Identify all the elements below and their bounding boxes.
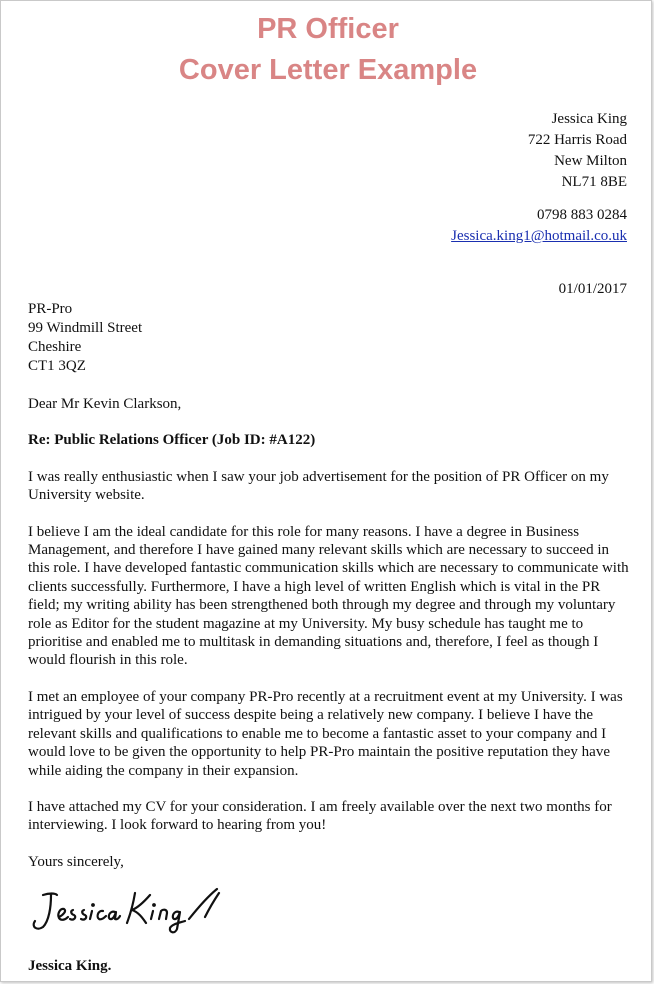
title-line-2: Cover Letter Example xyxy=(178,54,478,86)
letter-body xyxy=(28,395,632,889)
letter-date: 01/01/2017 xyxy=(558,281,627,297)
page-title xyxy=(1,9,654,91)
salutation: Dear Mr Kevin Clarkson, xyxy=(28,396,182,412)
sender-email-link[interactable]: Jessica.king1@hotmail.co.uk xyxy=(451,228,627,244)
recipient-street: 99 Windmill Street xyxy=(28,320,143,336)
closing: Yours sincerely, xyxy=(28,853,124,870)
title-line-1: PR Officer xyxy=(257,13,399,45)
handwritten-signature xyxy=(29,881,229,937)
signed-name: Jessica King. xyxy=(28,958,112,974)
sender-town: New Milton xyxy=(554,153,627,169)
recipient-address-block xyxy=(28,300,142,376)
paragraph-4: I have attached my CV for your consideration. I am freely available over the next two months for interviewing. I look forward to hearing from you! xyxy=(28,798,612,834)
sender-address-block xyxy=(451,109,627,247)
subject-line: Re: Public Relations Officer (Job ID: #A122) xyxy=(28,432,316,449)
recipient-postcode: CT1 3QZ xyxy=(28,358,86,374)
sender-street: 722 Harris Road xyxy=(527,132,627,148)
paragraph-3: I met an employee of your company PR-Pro recently at a recruitment event at my University. I was intrigued by your level of success despite being a relatively new company. I believe I have the relevant skills and qualifications to enable me to become a fantastic asset to your company and I would love to be given the opportunity to help PR-Pro maintain the positive reputation they have while aiding the company in their expansion. xyxy=(28,688,623,779)
sender-postcode: NL71 8BE xyxy=(561,174,627,190)
paragraph-2: I believe I am the ideal candidate for this role for many reasons. I have a degree in Business Management, and therefore I have gained many relevant skills which are necessary to succeed in this role. I have developed fantastic communication skills which are necessary to communicate with clients successfully. Furthermore, I have a high level of written English which is vital in the PR field; my writing ability has been strengthened both through my degree and through my voluntary role as Editor for the student magazine at my University. My busy schedule has taught me to prioritise and enabled me to multitask in demanding situations and, therefore, I feel as though I would flourish in this role. xyxy=(28,523,629,669)
recipient-company: PR-Pro xyxy=(28,301,73,317)
spacer xyxy=(451,193,627,205)
paragraph-1: I was really enthusiastic when I saw your job advertisement for the position of PR Officer on my University website. xyxy=(28,468,609,504)
sender-name: Jessica King xyxy=(551,111,627,127)
sender-phone: 0798 883 0284 xyxy=(537,207,627,223)
recipient-county: Cheshire xyxy=(28,339,82,355)
